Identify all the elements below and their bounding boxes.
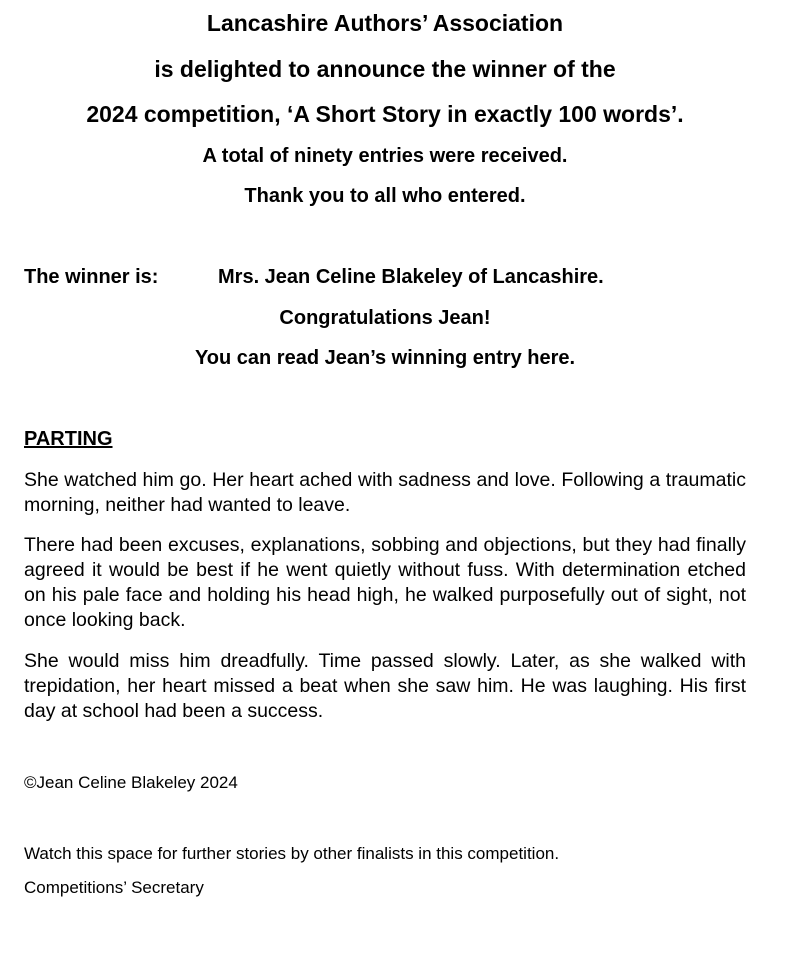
competition-title: 2024 competition, ‘A Short Story in exactly 100 words’.: [86, 101, 684, 127]
story-paragraph-1: She watched him go. Her heart ached with sadness and love. Following a traumatic morning, neither had wanted to leave.: [24, 469, 746, 516]
copyright-line: ©Jean Celine Blakeley 2024: [24, 773, 238, 792]
footer-note: Watch this space for further stories by other finalists in this competition.: [24, 844, 560, 863]
story-paragraph-3: She would miss him dreadfully. Time passed slowly. Later, as she walked with trepidation, her heart missed a beat when she saw him. He was laughing. His first day at school had been a success.: [24, 650, 746, 722]
footer-signoff: Competitions’ Secretary: [24, 878, 204, 897]
story-title: PARTING: [24, 428, 113, 450]
congratulations-line: Congratulations Jean!: [279, 307, 491, 329]
read-entry-line: You can read Jean’s winning entry here.: [194, 347, 576, 369]
association-title: Lancashire Authors’ Association: [206, 10, 564, 36]
winner-label: The winner is:: [24, 266, 159, 288]
story-paragraph-2: There had been excuses, explanations, sobbing and objections, but they had finally agreed it would be best if he went quietly without fuss. With determination etched on his pale face and holding his head high, he walked purposefully out of sight, not once looking back.: [24, 534, 746, 631]
announcement-line: is delighted to announce the winner of the: [154, 56, 616, 82]
winner-name: Mrs. Jean Celine Blakeley of Lancashire.: [218, 266, 604, 288]
thank-you-line: Thank you to all who entered.: [244, 185, 526, 207]
entries-count-line: A total of ninety entries were received.: [202, 145, 568, 167]
